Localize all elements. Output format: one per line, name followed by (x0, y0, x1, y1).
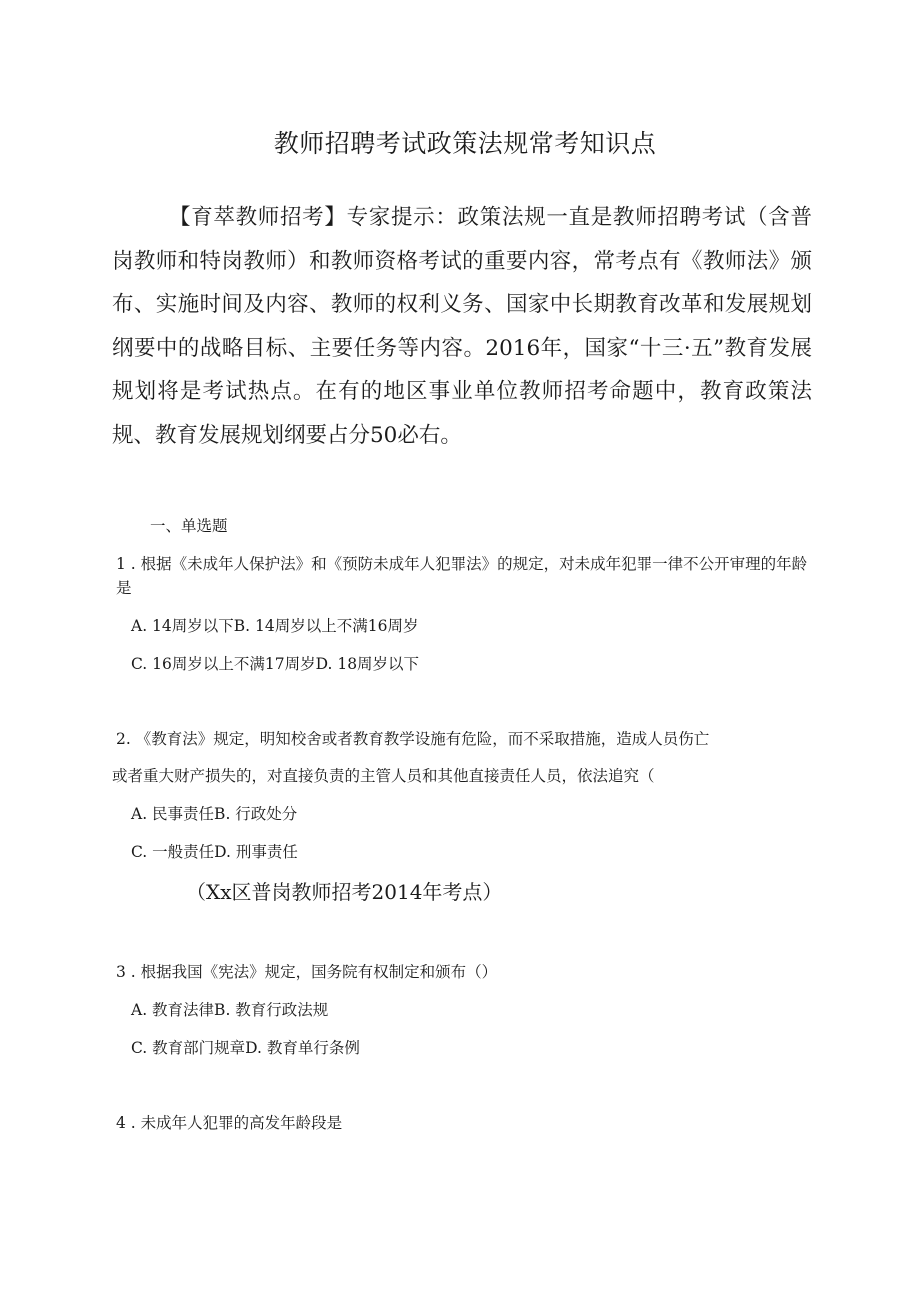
question-1-options-cd: C. 16周岁以上不满17周岁D. 18周岁以下 (131, 655, 420, 673)
question-3-options-ab: A. 教育法律B. 教育行政法规 (131, 1001, 329, 1019)
question-2-options-cd: C. 一般责任D. 刑事责任 (131, 843, 298, 861)
question-1-text: 1 . 根据《未成年人保护法》和《预防未成年人犯罪法》的规定，对未成年犯罪一律不公开审理的年龄是 (116, 555, 808, 597)
question-2-source-note: （Xx区普岗教师招考2014年考点） (186, 880, 503, 904)
question-1-options-ab: A. 14周岁以下B. 14周岁以上不满16周岁 (131, 617, 419, 635)
question-3-options-cd: C. 教育部门规章D. 教育单行条例 (131, 1039, 360, 1057)
question-3-text: 3 . 根据我国《宪法》规定，国务院有权制定和颁布（） (116, 963, 498, 981)
page-title: 教师招聘考试政策法规常考知识点 (273, 129, 657, 158)
question-4-text: 4 . 未成年人犯罪的高发年龄段是 (116, 1114, 343, 1132)
intro-paragraph: 【育萃教师招考】专家提示：政策法规一直是教师招聘考试（含普岗教师和特岗教师）和教师资格考试的重要内容，常考点有《教师法》颁布、实施时间及内容、教师的权利义务、国家中长期教育改革和发展规划纲要中的战略目标、主要任务等内容。2016年，国家“十三·五”教育发展规划将是考试热点。在有的地区事业单位教师招考命题中，教育政策法规、教育发展规划纲要占分50必右。 (112, 205, 812, 448)
question-2-text-line-1: 2. 《教育法》规定，明知校舍或者教育教学设施有危险，而不采取措施，造成人员伤亡 (116, 730, 710, 748)
section-heading: 一、单选题 (150, 517, 228, 535)
question-2-text-line-2: 或者重大财产损失的，对直接负责的主管人员和其他直接责任人员，依法追究（ (112, 767, 655, 785)
question-2-options-ab: A. 民事责任B. 行政处分 (131, 805, 298, 823)
